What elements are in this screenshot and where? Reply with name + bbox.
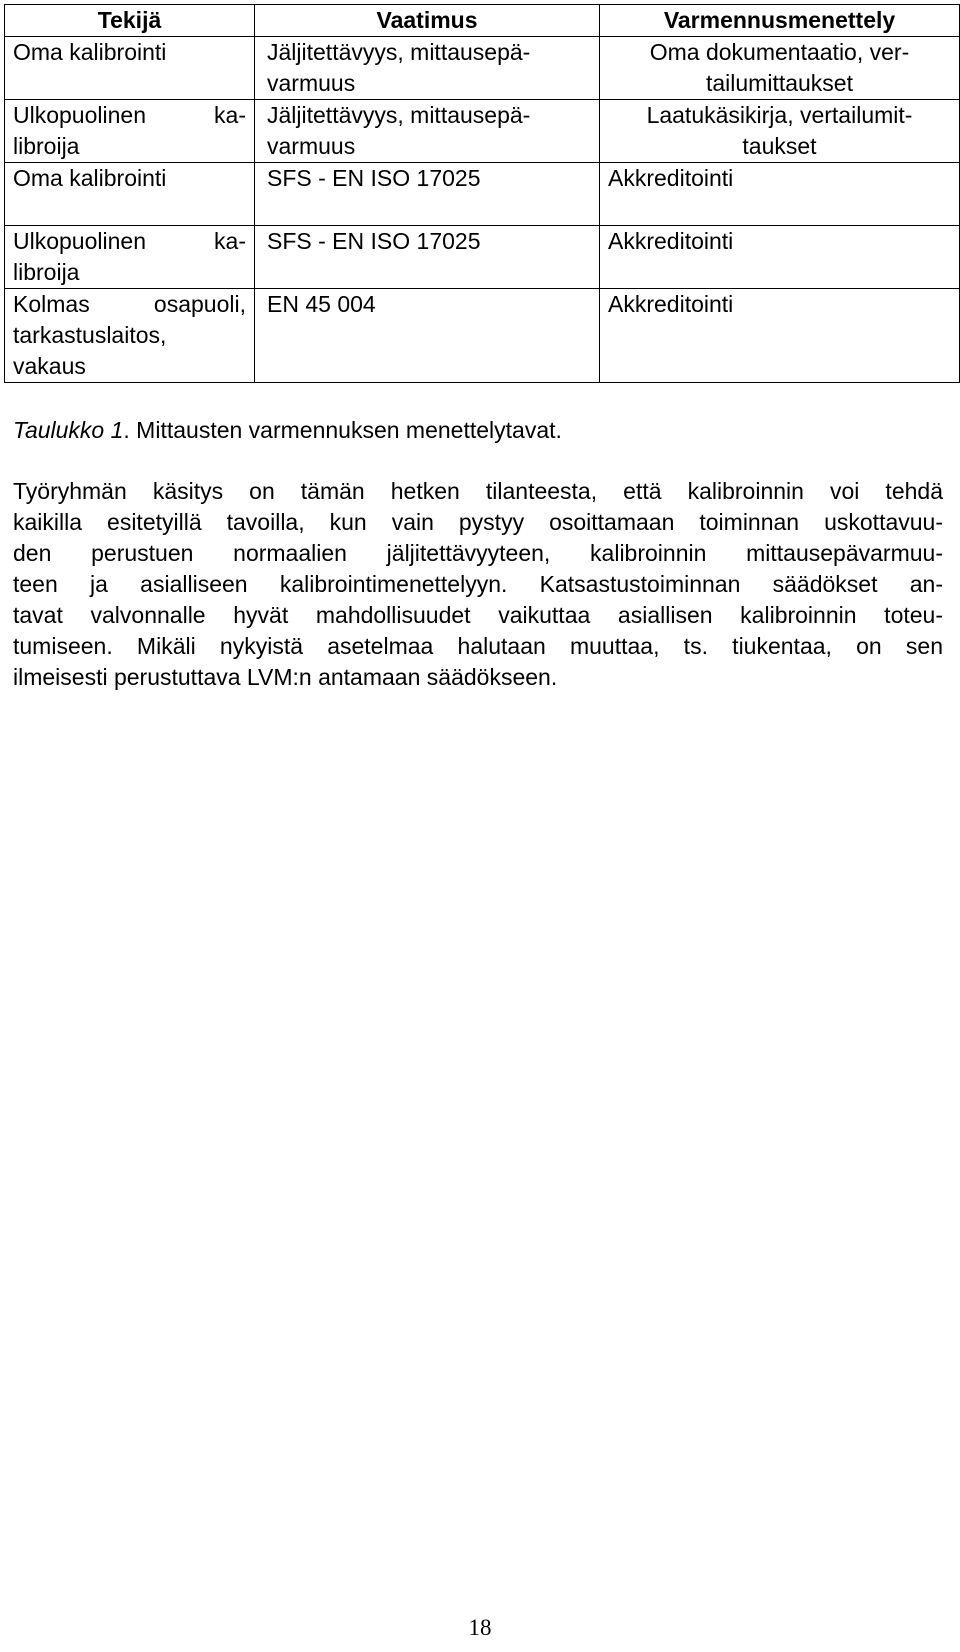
table-header-row xyxy=(5,5,960,37)
page-number: 18 xyxy=(468,1615,492,1640)
table-row xyxy=(5,100,960,163)
cell-vaatimus: EN 45 004 xyxy=(255,289,600,383)
cell-vaatimus: SFS - EN ISO 17025 xyxy=(255,226,600,289)
cell-vaatimus: SFS - EN ISO 17025 xyxy=(255,163,600,226)
cell-tekija: Oma kalibrointi xyxy=(5,37,255,100)
paragraph-line: teen ja asialliseen kalibrointimenettelyyn. Katsastustoiminnan säädökset an- xyxy=(13,571,943,597)
paragraph-line: tavat valvonnalle hyvät mahdollisuudet vaikuttaa asiallisen kalibroinnin toteu- xyxy=(13,602,943,628)
cell-tekija: Ulkopuolinen ka- libroija xyxy=(5,226,255,289)
cell-varmennus: Akkreditointi xyxy=(600,226,960,289)
table-row xyxy=(5,226,960,289)
table-row xyxy=(5,289,960,383)
cell-tekija: Ulkopuolinen ka- libroija xyxy=(5,100,255,163)
paragraph-line: tumiseen. Mikäli nykyistä asetelmaa halutaan muuttaa, ts. tiukentaa, on sen xyxy=(13,633,943,659)
table-caption xyxy=(13,415,562,446)
verification-table xyxy=(4,4,960,383)
paragraph-line: kaikilla esitetyillä tavoilla, kun vain pystyy osoittamaan toiminnan uskottavuu- xyxy=(13,509,943,535)
cell-vaatimus: Jäljitettävyys, mittausepä- varmuus xyxy=(255,100,600,163)
header-tekija: Tekijä xyxy=(5,5,255,37)
cell-varmennus: Akkreditointi xyxy=(600,163,960,226)
paragraph-line: ilmeisesti perustuttava LVM:n antamaan säädökseen. xyxy=(13,664,558,690)
paragraph-line: Työryhmän käsitys on tämän hetken tilanteesta, että kalibroinnin voi tehdä xyxy=(13,478,943,504)
caption-text: . Mittausten varmennuksen menettelytavat. xyxy=(123,417,562,443)
cell-varmennus: Laatukäsikirja, vertailumit- taukset xyxy=(600,100,960,163)
header-vaatimus: Vaatimus xyxy=(255,5,600,37)
caption-label: Taulukko 1 xyxy=(13,417,124,443)
cell-tekija: Oma kalibrointi xyxy=(5,163,255,226)
header-varmennusmenettely: Varmennusmenettely xyxy=(600,5,960,37)
cell-varmennus: Oma dokumentaatio, ver- tailumittaukset xyxy=(600,37,960,100)
cell-tekija: Kolmas osapuoli, tarkastuslaitos, vakaus xyxy=(5,289,255,383)
table-row xyxy=(5,37,960,100)
cell-varmennus: Akkreditointi xyxy=(600,289,960,383)
body-paragraph xyxy=(13,476,943,693)
cell-vaatimus: Jäljitettävyys, mittausepä- varmuus xyxy=(255,37,600,100)
paragraph-line: den perustuen normaalien jäljitettävyyteen, kalibroinnin mittausepävarmuu- xyxy=(13,540,943,566)
table-row xyxy=(5,163,960,226)
